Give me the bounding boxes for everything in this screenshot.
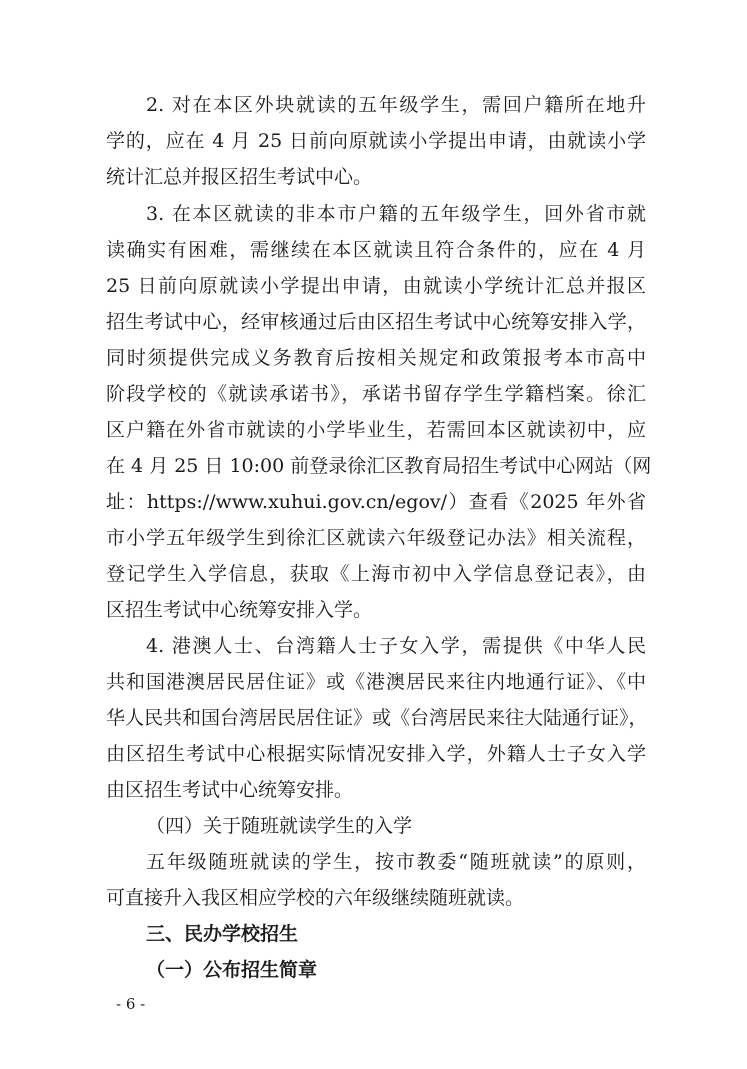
paragraph-3-line-6: 阶段学校的《就读承诺书》，承诺书留存学生学籍档案。徐汇 [106,383,646,405]
paragraph-3-line-1: 3. 在本区就读的非本市户籍的五年级学生，回外省市就 [146,203,646,225]
paragraph-3-line-3: 25 日前向原就读小学提出申请，由就读小学统计汇总并报区 [106,275,646,297]
paragraph-4-line-4: 由区招生考试中心根据实际情况安排入学，外籍人士子女入学 [106,743,646,765]
paragraph-3-line-9: 址：https://www.xuhui.gov.cn/egov/）查看《2025 年外省 [106,491,646,513]
paragraph-2-line-1: 2. 对在本区外块就读的五年级学生，需回户籍所在地升 [146,94,646,116]
section-heading-3: 三、民办学校招生 [146,923,299,945]
paragraph-3-line-7: 区户籍在外省市就读的小学毕业生，若需回本区就读初中，应 [106,419,646,441]
paragraph-3-line-5: 同时须提供完成义务教育后按相关规定和政策报考本市高中 [106,347,646,369]
paragraph-3-line-4: 招生考试中心，经审核通过后由区招生考试中心统筹安排入学， [106,311,646,333]
section-heading-4: （四）关于随班就读学生的入学 [146,815,413,837]
paragraph-3-line-8: 在 4 月 25 日 10:00 前登录徐汇区教育局招生考试中心网站（网 [106,455,652,477]
paragraph-3-line-12: 区招生考试中心统筹安排入学。 [106,599,373,621]
paragraph-4-line-3: 华人民共和国台湾居民居住证》或《台湾居民来往大陆通行证》， [106,707,648,729]
paragraph-3-line-2: 读确实有困难，需继续在本区就读且符合条件的，应在 4 月 [106,239,646,261]
paragraph-3-line-11: 登记学生入学信息，获取《上海市初中入学信息登记表》，由 [106,563,646,585]
paragraph-4-line-1: 4. 港澳人士、台湾籍人士子女入学，需提供《中华人民 [146,635,646,657]
paragraph-4-line-5: 由区招生考试中心统筹安排。 [106,779,354,801]
page-number: - 6 - [116,995,146,1013]
paragraph-5-line-1: 五年级随班就读的学生，按市教委“随班就读”的原则， [146,851,646,873]
paragraph-3-line-10: 市小学五年级学生到徐汇区就读六年级登记办法》相关流程， [106,527,646,549]
subsection-heading-1: （一）公布招生简章 [146,959,318,981]
paragraph-2-line-2: 学的，应在 4 月 25 日前向原就读小学提出申请，由就读小学 [106,130,646,152]
paragraph-5-line-2: 可直接升入我区相应学校的六年级继续随班就读。 [106,887,525,909]
paragraph-2-line-3: 统计汇总并报区招生考试中心。 [106,166,373,188]
paragraph-4-line-2: 共和国港澳居民居住证》或《港澳居民来往内地通行证》、《中 [106,671,646,693]
